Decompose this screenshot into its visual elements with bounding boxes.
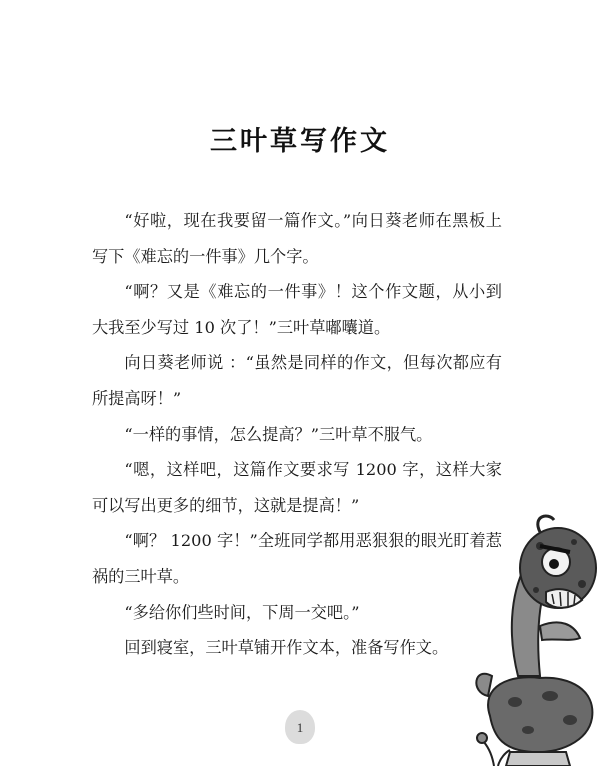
paragraph: 向日葵老师说 ：“虽然是同样的作文，但每次都应有所提高呀！” (92, 353, 502, 408)
paragraph: “啊？又是《难忘的一件事》！这个作文题，从小到大我至少写过 10 次了！”三叶草嘟囔道。 (92, 282, 502, 337)
story-body (92, 203, 502, 666)
page-title: 三叶草写作文 (210, 126, 390, 157)
paragraph: 回到寝室，三叶草铺开作文本，准备写作文。 (124, 638, 449, 658)
paragraph: “嗯，这样吧，这篇作文要求写 1200 字，这样大家可以写出更多的细节，这就是提高！” (92, 460, 502, 515)
sprout-illustration (470, 730, 520, 766)
page-number-badge: 1 (285, 710, 315, 744)
plant-character-illustration (470, 506, 600, 766)
paragraph: “好啦，现在我要留一篇作文。”向日葵老师在黑板上写下《难忘的一件事》几个字。 (92, 211, 502, 266)
paragraph: “多给你们些时间，下周一交吧。” (124, 602, 360, 622)
paragraph: “一样的事情，怎么提高？”三叶草不服气。 (124, 424, 433, 444)
paragraph: “啊？ 1200 字！”全班同学都用恶狠狠的眼光盯着惹祸的三叶草。 (92, 531, 502, 586)
